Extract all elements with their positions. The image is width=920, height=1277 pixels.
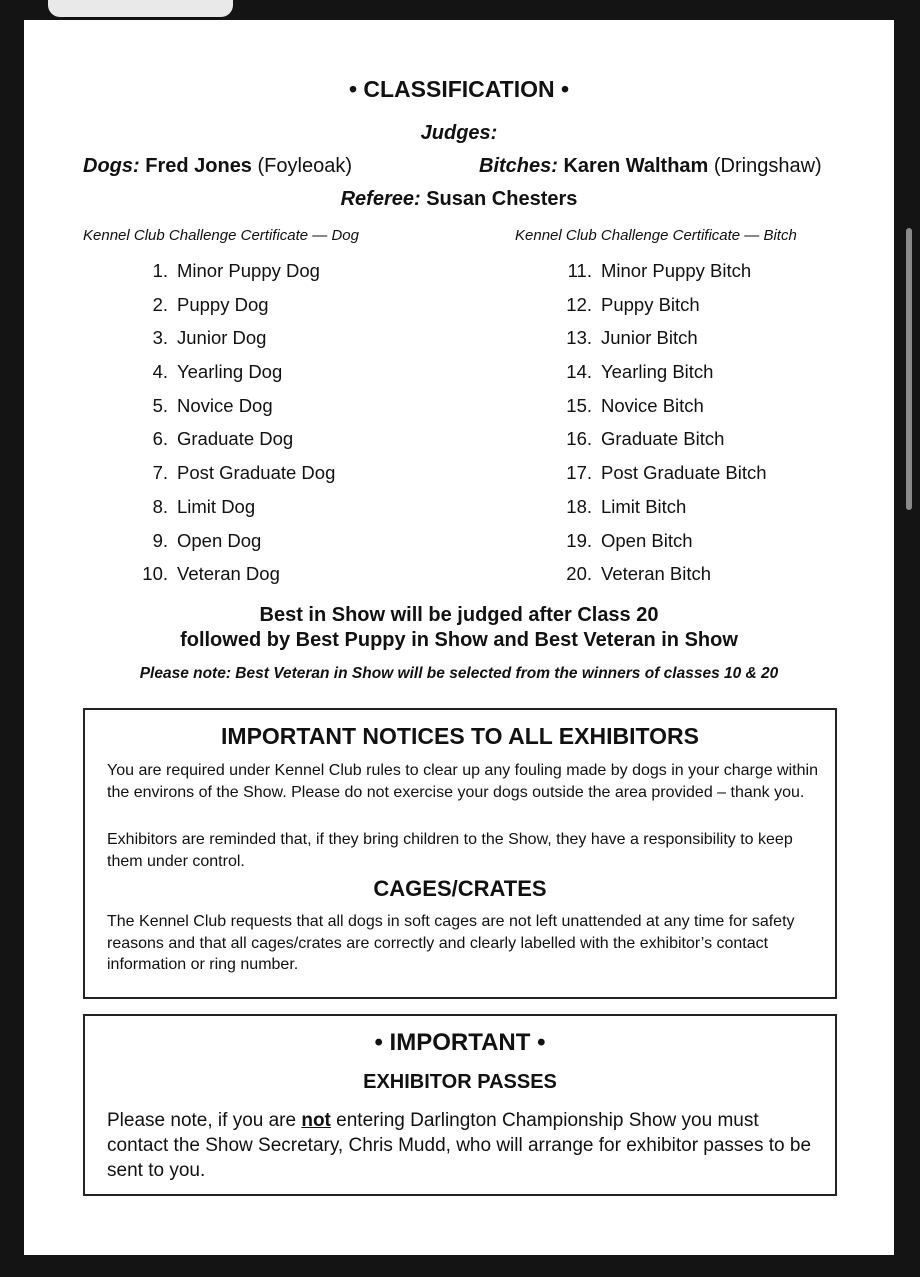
class-number: 8. — [152, 495, 168, 517]
notices-heading: IMPORTANT NOTICES TO ALL EXHIBITORS — [221, 723, 699, 749]
class-number: 1. — [152, 260, 168, 281]
bitches-judge-line — [479, 155, 822, 178]
cages-heading: CAGES/CRATES — [373, 876, 547, 901]
class-item — [134, 561, 335, 595]
class-name: Puppy Bitch — [601, 293, 700, 315]
class-item — [554, 359, 767, 393]
dogs-judge-line — [83, 155, 352, 178]
class-number: 11. — [567, 260, 592, 281]
browser-tab[interactable] — [48, 0, 233, 17]
class-name: Limit Bitch — [601, 495, 687, 517]
class-number: 19. — [566, 529, 592, 551]
bitch-classes-list — [554, 258, 767, 595]
cc-bitch-heading: Kennel Club Challenge Certificate — Bitch — [515, 227, 797, 244]
dog-classes-list — [134, 258, 335, 595]
class-number: 13. — [566, 327, 592, 349]
bitches-label: Bitches: — [479, 155, 558, 177]
class-name: Open Dog — [177, 529, 262, 551]
class-number: 6. — [152, 428, 168, 450]
class-number: 20. — [566, 563, 592, 585]
class-name: Junior Dog — [177, 327, 267, 349]
class-number: 7. — [152, 462, 168, 484]
class-item — [554, 258, 767, 292]
cages-notice: The Kennel Club requests that all dogs in soft cages are not left unattended at any time for safety reasons and that all cages/crates are correctly and clearly labelled with the exhibitor’s contact information or ring number. — [107, 913, 795, 973]
class-item — [134, 393, 335, 427]
class-item — [554, 494, 767, 528]
class-number: 14. — [566, 361, 592, 383]
passes-text-emphasis: not — [301, 1110, 331, 1131]
passes-text-start: Please note, if you are — [107, 1110, 302, 1131]
class-number: 18. — [566, 495, 592, 517]
class-name: Junior Bitch — [601, 327, 698, 349]
dogs-label: Dogs: — [83, 155, 140, 177]
class-name: Puppy Dog — [177, 293, 269, 315]
class-name: Post Graduate Dog — [177, 462, 336, 484]
best-veteran-note: Please note: Best Veteran in Show will be selected from the winners of classes 10 & 20 — [139, 665, 779, 682]
class-item — [134, 325, 335, 359]
class-number: 9. — [152, 529, 168, 551]
class-item — [554, 528, 767, 562]
dogs-judge-kennel: (Foyleoak) — [257, 155, 352, 177]
cc-dog-heading: Kennel Club Challenge Certificate — Dog — [83, 227, 359, 244]
class-name: Veteran Bitch — [601, 563, 712, 585]
referee-name: Susan Chesters — [426, 188, 578, 210]
class-item — [134, 494, 335, 528]
class-name: Novice Bitch — [601, 394, 704, 416]
class-item — [134, 426, 335, 460]
class-item — [134, 258, 335, 292]
important-box — [83, 1014, 837, 1196]
class-name: Veteran Dog — [177, 563, 280, 585]
class-name: Post Graduate Bitch — [601, 462, 767, 484]
fouling-notice: You are required under Kennel Club rules to clear up any fouling made by dogs in your charge within the environs of the Show. Please do not exercise your dogs outside the area provided – thank you. — [107, 762, 818, 801]
class-item — [554, 426, 767, 460]
class-item — [134, 359, 335, 393]
class-number: 17. — [566, 462, 592, 484]
class-number: 3. — [152, 327, 168, 349]
class-name: Minor Puppy Bitch — [601, 260, 752, 281]
class-name: Graduate Dog — [177, 428, 294, 450]
class-item — [554, 325, 767, 359]
classification-title: • CLASSIFICATION • — [348, 76, 570, 102]
class-item — [134, 292, 335, 326]
exhibitor-passes-heading: EXHIBITOR PASSES — [363, 1071, 557, 1093]
class-name: Yearling Dog — [177, 361, 283, 383]
referee-label: Referee: — [340, 188, 421, 210]
class-number: 16. — [566, 428, 592, 450]
best-in-show-line-2: followed by Best Puppy in Show and Best Veteran in Show — [180, 629, 738, 651]
exhibitor-notices-box — [83, 708, 837, 999]
dogs-judge-name: Fred Jones — [145, 155, 252, 177]
children-notice: Exhibitors are reminded that, if they bring children to the Show, they have a responsibility to keep them under control. — [107, 831, 793, 870]
class-name: Graduate Bitch — [601, 428, 725, 450]
class-number: 12. — [566, 293, 592, 315]
referee-line — [24, 188, 894, 211]
class-number: 2. — [152, 293, 168, 315]
class-item — [554, 561, 767, 595]
class-item — [554, 393, 767, 427]
class-number: 10. — [142, 563, 168, 585]
class-number: 4. — [152, 361, 168, 383]
judges-label: Judges: — [420, 122, 498, 144]
class-name: Yearling Bitch — [601, 361, 714, 383]
class-item — [134, 528, 335, 562]
class-name: Novice Dog — [177, 394, 273, 416]
passes-text-end: entering Darlington Championship Show you must contact the Show Secretary, Chris Mudd, who will arrange for exhibitor passes to be sent to you. — [107, 1110, 812, 1181]
important-heading: • IMPORTANT • — [374, 1029, 546, 1056]
document-page — [24, 20, 894, 1255]
class-item — [554, 292, 767, 326]
class-name: Open Bitch — [601, 529, 693, 551]
class-name: Minor Puppy Dog — [177, 260, 320, 281]
exhibitor-passes-text — [107, 1108, 819, 1183]
scrollbar[interactable] — [906, 228, 912, 510]
class-item — [134, 460, 335, 494]
class-name: Limit Dog — [177, 495, 256, 517]
class-number: 5. — [152, 394, 168, 416]
bitches-judge-name: Karen Waltham — [563, 155, 709, 177]
bitches-judge-kennel: (Dringshaw) — [713, 155, 822, 177]
best-in-show-line-1: Best in Show will be judged after Class 20 — [259, 604, 659, 626]
class-item — [554, 460, 767, 494]
class-number: 15. — [566, 394, 592, 416]
